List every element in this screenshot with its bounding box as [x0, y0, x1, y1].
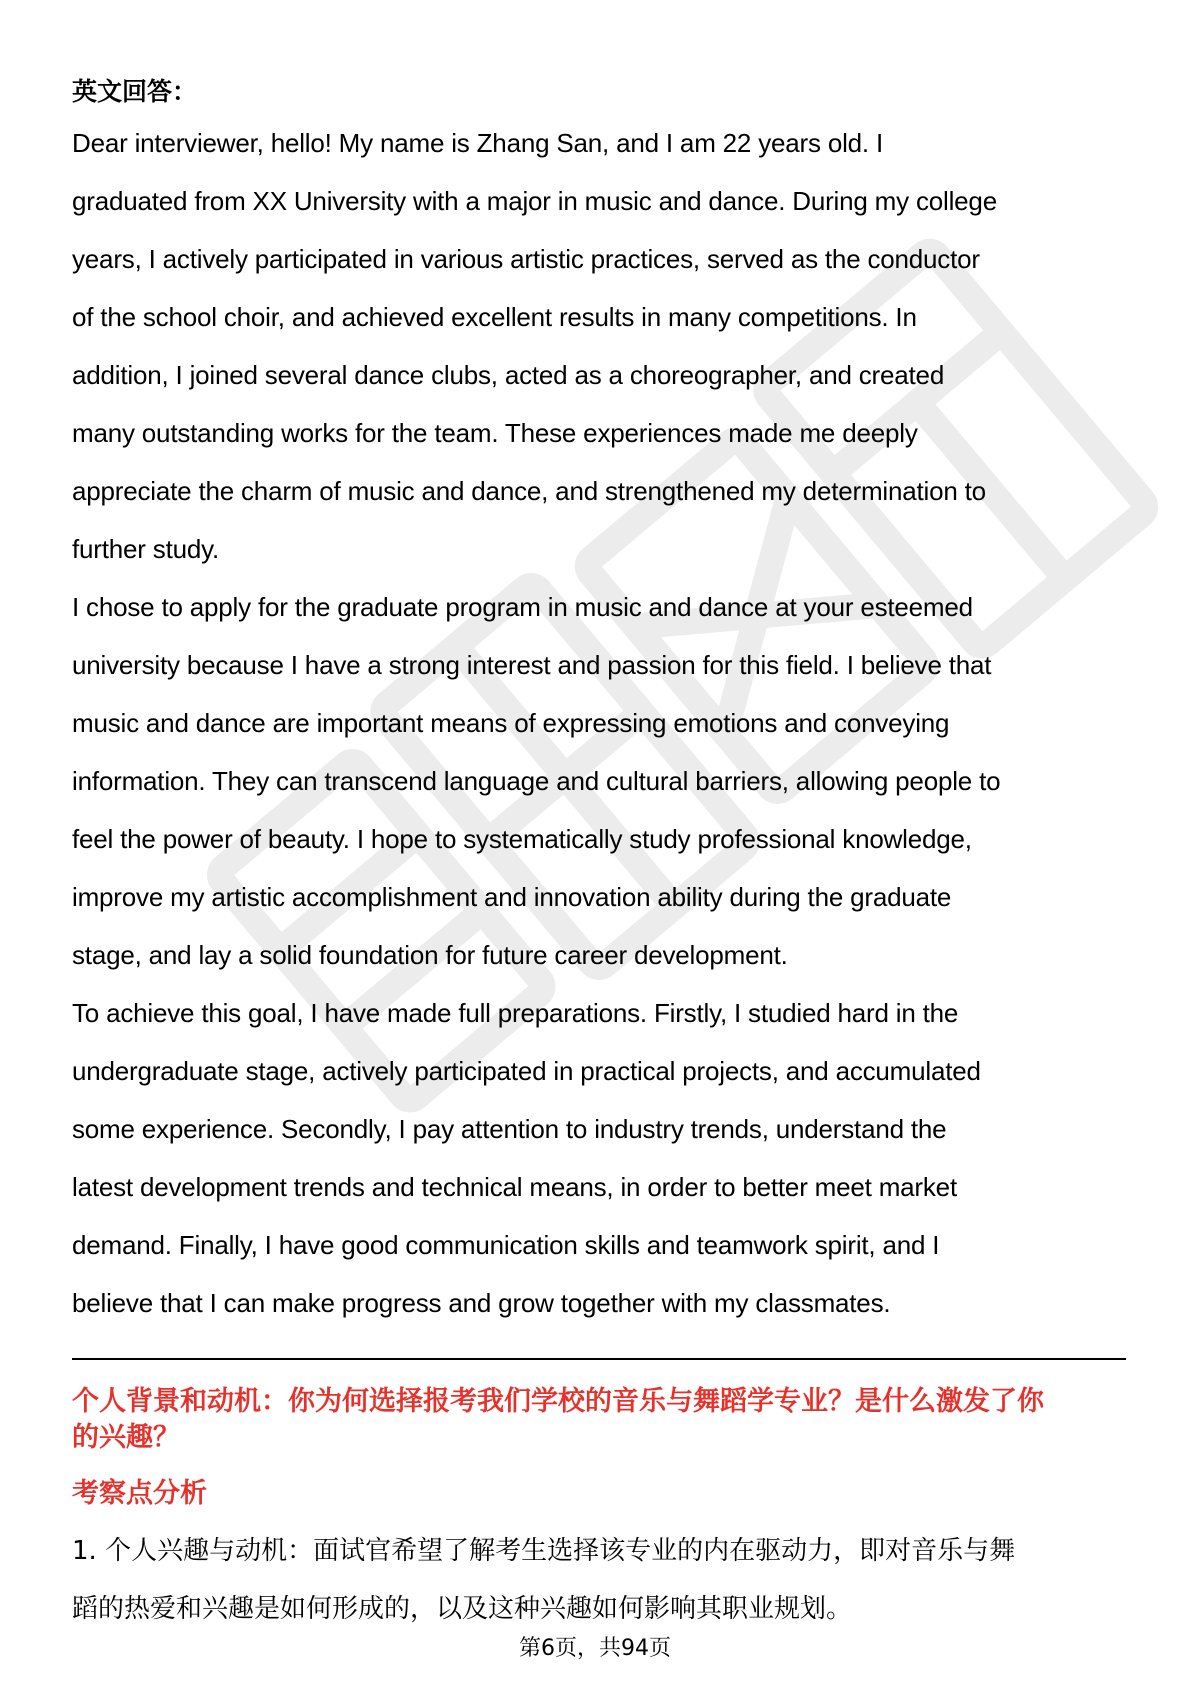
text-line: undergraduate stage, actively participated in practical projects, and accumulated	[72, 1056, 981, 1086]
answer-section	[72, 70, 1132, 1332]
answer-paragraph-1	[72, 114, 1132, 578]
text-line: university because I have a strong interest and passion for this field. I believe that	[72, 650, 992, 680]
text-line: appreciate the charm of music and dance, and strengthened my determination to	[72, 476, 986, 506]
answer-paragraph-3	[72, 984, 1132, 1332]
text-line: years, I actively participated in various artistic practices, served as the conductor	[72, 244, 980, 274]
text-line: of the school choir, and achieved excellent results in many competitions. In	[72, 302, 917, 332]
text-line: graduated from XX University with a major in music and dance. During my college	[72, 186, 997, 216]
text-line: believe that I can make progress and grow together with my classmates.	[72, 1288, 891, 1318]
question-heading	[72, 1384, 1132, 1456]
answer-paragraph-2	[72, 578, 1132, 984]
text-line: To achieve this goal, I have made full preparations. Firstly, I studied hard in the	[72, 998, 959, 1028]
text-line: Dear interviewer, hello! My name is Zhang San, and I am 22 years old. I	[72, 128, 883, 158]
page-number: 第6页，共94页	[519, 1636, 671, 1661]
analysis-heading: 考察点分析	[72, 1478, 207, 1509]
text-line: music and dance are important means of expressing emotions and conveying	[72, 708, 950, 738]
text-line: further study.	[72, 534, 220, 564]
text-line: many outstanding works for the team. These experiences made me deeply	[72, 418, 918, 448]
text-line: feel the power of beauty. I hope to systematically study professional knowledge,	[72, 824, 972, 854]
text-line: 蹈的热爱和兴趣是如何形成的，以及这种兴趣如何影响其职业规划。	[72, 1594, 853, 1624]
answer-label: 英文回答：	[72, 77, 198, 106]
text-line: stage, and lay a solid foundation for future career development.	[72, 940, 788, 970]
text-line: 1. 个人兴趣与动机：面试官希望了解考生选择该专业的内在驱动力，即对音乐与舞	[72, 1536, 1016, 1566]
question-line: 个人背景和动机：你为何选择报考我们学校的音乐与舞蹈学专业？是什么激发了你	[72, 1386, 1044, 1417]
text-line: addition, I joined several dance clubs, acted as a choreographer, and created	[72, 360, 945, 390]
text-line: information. They can transcend language and cultural barriers, allowing people to	[72, 766, 1001, 796]
text-line: I chose to apply for the graduate program in music and dance at your esteemed	[72, 592, 973, 622]
analysis-point-1	[72, 1522, 1132, 1638]
question-line: 的兴趣？	[72, 1422, 180, 1453]
text-line: improve my artistic accomplishment and innovation ability during the graduate	[72, 882, 952, 912]
text-line: latest development trends and technical means, in order to better meet market	[72, 1172, 957, 1202]
text-line: demand. Finally, I have good communication skills and teamwork spirit, and I	[72, 1230, 940, 1260]
section-divider	[72, 1358, 1126, 1360]
text-line: some experience. Secondly, I pay attention to industry trends, understand the	[72, 1114, 947, 1144]
